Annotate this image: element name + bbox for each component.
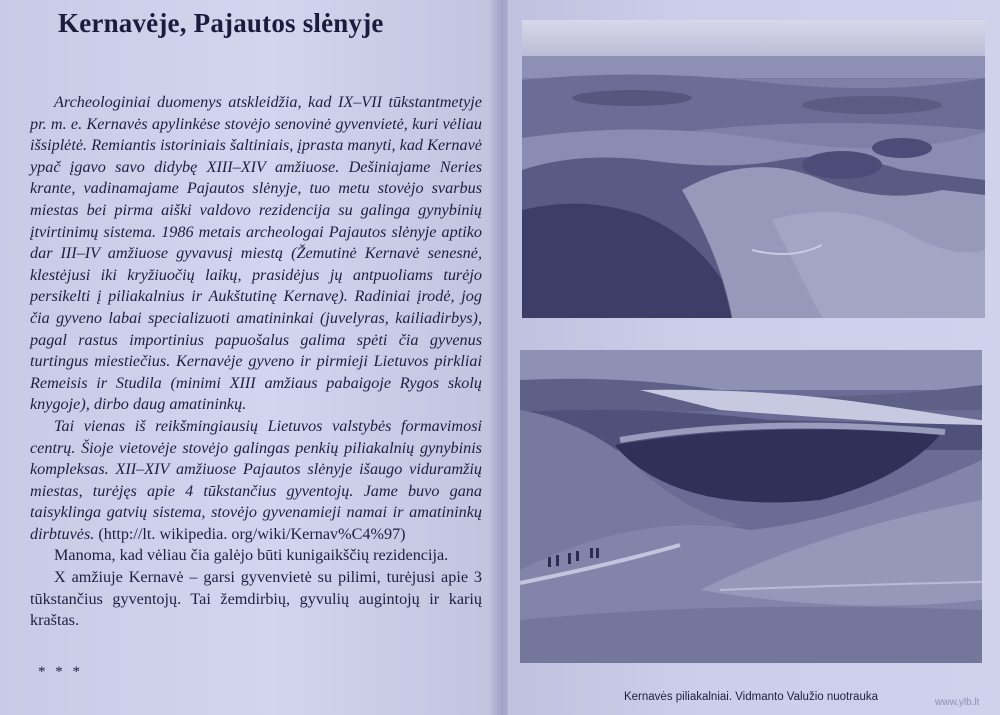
- section-stars: * * *: [38, 664, 83, 680]
- paragraph-1: Archeologiniai duomenys atskleidžia, kad IX–VII tūkstantmetyje pr. m. e. Kernavės apylinkėse stovėjo senovinė gyvenvietė, kuri vėliau išsiplėtė. Remiantis istoriniais šaltiniais, įprasta manyti, kad Kernavė ypač įgavo savo didybę XIII–XIV amžiuose. Dešiniajame Neries krante, vadinamajame Pajautos slėnyje, tuo metu stovėjo svarbus miestas bei pirma aiški valdovo rezidencija su galinga gynybinių įtvirtinimų sistema. 1986 metais archeologai Pajautos slėnyje aptiko dar III–IV amžiuose gyvavusį miestą (Žemutinė Kernavė senesnė, klestėjusi iki kryžiuočių laikų, prasidėjus jų antpuoliams turėjo persikelti į piliakalnius ir Aukštutinę Kernavę). Radiniai įrodė, jog čia gyveno labai specializuoti amatininkai (juvelyras, kailiadirbys), pagal rastus importinius papuošalus galima spėti čia gyvenus turtingus miestiečius. Kernavėje gyveno ir pirmieji Lietuvos pirkliai Remeisis ir Studila (minimi XIII amžiaus pabaigoje Rygos skolų knygoje), dirbo daug amatininkų.: [30, 93, 482, 414]
- page-title: Kernavėje, Pajautos slėnyje: [58, 8, 384, 38]
- source-url: (http://lt. wikipedia. org/wiki/Kernav%C4%97): [98, 524, 406, 543]
- paragraph-4: X amžiuje Kernavė – garsi gyvenvietė su pilimi, turėjusi apie 3 tūkstančius gyventojų. Tai žemdirbių, gyvulių augintojų ir karių kraštas.: [30, 568, 482, 630]
- body-text: [30, 92, 482, 632]
- photo-caption: Kernavės piliakalniai. Vidmanto Valužio nuotrauka: [623, 691, 878, 703]
- paragraph-3: Manoma, kad vėliau čia galėjo būti kunigaikščių rezidencija.: [54, 546, 449, 565]
- aerial-landscape-photo: [522, 20, 985, 318]
- paragraph-2: [30, 416, 482, 546]
- hillforts-photo: [520, 350, 982, 663]
- watermark: www.ylb.lt: [935, 697, 980, 708]
- left-page: [0, 0, 496, 715]
- paragraph-2-text: Tai vienas iš reikšmingiausių Lietuvos valstybės formavimosi centrų. Šioje vietovėje stovėjo galingas penkių piliakalnių gynybinis kompleksas. XII–XIV amžiuose Pajautos slėnyje išaugo viduramžių miestas, turėjęs apie 4 tūkstančius gyventojų. Jame buvo gana taisyklinga gatvių sistema, stovėjo gyvenamieji namai ir amatininkų dirbtuvės.: [30, 416, 482, 543]
